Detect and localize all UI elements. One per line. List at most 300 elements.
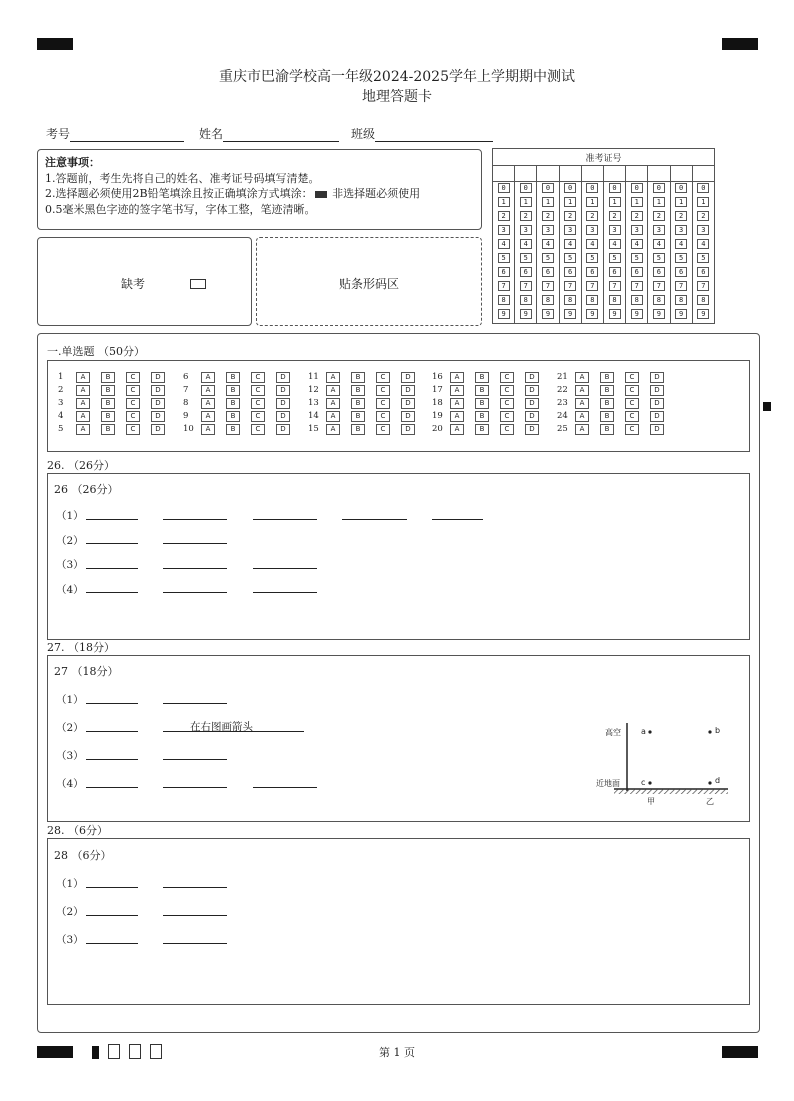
mcq-number: 3 [58,398,64,408]
ticket-digit-bubble[interactable]: 9 [564,309,576,319]
mcq-number: 19 [432,411,443,421]
mcq-option-bubble[interactable]: A [76,372,90,383]
page-number: 第 1 页 [379,1046,415,1059]
mcq-option-bubble[interactable]: C [251,424,265,435]
ticket-digit-bubble[interactable]: 6 [697,267,709,277]
mcq-option-bubble[interactable]: B [226,411,240,422]
mcq-option-bubble[interactable]: A [201,372,215,383]
mcq-option-bubble[interactable]: A [201,424,215,435]
mcq-option-bubble[interactable]: D [276,372,290,383]
ticket-digit-bubble[interactable]: 6 [609,267,621,277]
q26-2-blank-1[interactable] [86,543,138,544]
mcq-number: 8 [183,398,189,408]
ticket-digit-bubble[interactable]: 2 [697,211,709,221]
ticket-digit-bubble[interactable]: 6 [564,267,576,277]
q26-4-blank-1[interactable] [86,592,138,593]
q27-3-blank-2[interactable] [163,759,227,760]
q28-3-blank-2[interactable] [163,943,227,944]
mcq-option-bubble[interactable]: C [376,372,390,383]
diagram-label-jia: 甲 [647,797,655,806]
mcq-option-bubble[interactable]: B [600,398,614,409]
mcq-option-bubble[interactable]: B [475,411,489,422]
ticket-digit-bubble[interactable]: 4 [631,239,643,249]
ticket-digit-bubble[interactable]: 9 [631,309,643,319]
mcq-option-bubble[interactable]: B [101,372,115,383]
mcq-option-bubble[interactable]: D [525,411,539,422]
mcq-option-bubble[interactable]: A [575,424,589,435]
ticket-digit-bubble[interactable]: 4 [520,239,532,249]
ticket-digit-bubble[interactable]: 8 [498,295,510,305]
mcq-option-bubble[interactable]: C [376,398,390,409]
q27-row-4: （4） [56,778,84,790]
mcq-option-bubble[interactable]: D [276,385,290,396]
ticket-digit-bubble[interactable]: 0 [609,183,621,193]
mcq-option-bubble[interactable]: C [625,424,639,435]
mcq-option-bubble[interactable]: D [401,411,415,422]
mcq-option-bubble[interactable]: D [276,411,290,422]
mcq-number: 7 [183,385,189,395]
mcq-option-bubble[interactable]: B [101,411,115,422]
mcq-number: 11 [308,372,319,382]
mcq-option-bubble[interactable]: D [151,398,165,409]
mcq-option-bubble[interactable]: D [525,398,539,409]
ticket-digit-bubble[interactable]: 3 [586,225,598,235]
section1-label: 一.单选题 （50分） [47,345,145,358]
ticket-digit-bubble[interactable]: 8 [609,295,621,305]
q27-3-blank-1[interactable] [86,759,138,760]
ticket-digit-bubble[interactable]: 5 [609,253,621,263]
mcq-option-bubble[interactable]: A [450,424,464,435]
ticket-digit-bubble[interactable]: 2 [586,211,598,221]
diagram-label-high: 高空 [605,728,621,737]
ticket-digit-column [692,182,714,324]
ticket-digit-column [626,182,648,324]
ticket-digit-bubble[interactable]: 1 [498,197,510,207]
q26-row-4: （4） [56,584,84,596]
ticket-digit-bubble[interactable]: 5 [697,253,709,263]
ticket-digit-bubble[interactable]: 3 [653,225,665,235]
mcq-question [308,411,426,423]
ticket-digit-bubble[interactable]: 9 [520,309,532,319]
mcq-option-bubble[interactable]: B [600,372,614,383]
mcq-option-bubble[interactable]: C [625,411,639,422]
mcq-question [432,385,550,397]
mcq-option-bubble[interactable]: A [76,411,90,422]
ticket-digit-bubble[interactable]: 4 [609,239,621,249]
ticket-digit-bubble[interactable]: 2 [498,211,510,221]
q26-3-blank-2[interactable] [163,568,227,569]
ticket-digit-bubble[interactable]: 7 [609,281,621,291]
mcq-option-bubble[interactable]: A [201,411,215,422]
ticket-digit-bubble[interactable]: 3 [498,225,510,235]
ticket-digit-bubble[interactable]: 1 [564,197,576,207]
mcq-option-bubble[interactable]: A [450,411,464,422]
ticket-digit-bubble[interactable]: 5 [542,253,554,263]
ticket-digit-bubble[interactable]: 4 [542,239,554,249]
mcq-option-bubble[interactable]: C [251,385,265,396]
mcq-option-bubble[interactable]: A [326,424,340,435]
ticket-digit-bubble[interactable]: 5 [653,253,665,263]
q27-2-blank-1[interactable] [86,731,138,732]
ticket-digit-bubble[interactable]: 4 [564,239,576,249]
registration-mark-top-left [37,38,73,50]
q28-box [47,838,750,1005]
ticket-write-cell[interactable] [692,166,714,182]
mcq-option-bubble[interactable]: D [525,385,539,396]
ticket-digit-bubble[interactable]: 1 [653,197,665,207]
q26-1-blank-4[interactable] [342,519,407,520]
mcq-option-bubble[interactable]: A [450,372,464,383]
mcq-option-bubble[interactable]: C [251,411,265,422]
ticket-digit-bubble[interactable]: 9 [542,309,554,319]
ticket-digit-bubble[interactable]: 7 [542,281,554,291]
mcq-option-bubble[interactable]: C [500,398,514,409]
ticket-digit-bubble[interactable]: 8 [520,295,532,305]
mcq-option-bubble[interactable]: B [101,385,115,396]
class-field[interactable] [351,125,493,142]
ticket-digit-bubble[interactable]: 3 [542,225,554,235]
ticket-digit-bubble[interactable]: 7 [498,281,510,291]
q26-4-blank-2[interactable] [163,592,227,593]
q26-1-blank-2[interactable] [163,519,227,520]
ticket-digit-bubble[interactable]: 3 [675,225,687,235]
ticket-write-cell[interactable] [648,166,670,182]
mcq-number: 15 [308,424,319,434]
mcq-option-bubble[interactable]: C [376,424,390,435]
ticket-digit-bubble[interactable]: 0 [653,183,665,193]
mcq-option-bubble[interactable]: B [600,385,614,396]
ticket-digit-bubble[interactable]: 4 [697,239,709,249]
mcq-option-bubble[interactable]: B [351,372,365,383]
ticket-digit-bubble[interactable]: 1 [609,197,621,207]
ticket-label: 准考证号 [493,149,715,166]
mcq-option-bubble[interactable]: D [401,372,415,383]
mcq-option-bubble[interactable]: C [500,385,514,396]
ticket-digit-bubble[interactable]: 7 [564,281,576,291]
mcq-number: 24 [557,411,568,421]
mcq-option-bubble[interactable]: C [500,411,514,422]
ticket-digit-bubble[interactable]: 0 [520,183,532,193]
ticket-digit-bubble[interactable]: 3 [631,225,643,235]
ticket-digit-bubble[interactable]: 2 [564,211,576,221]
q26-1-blank-1[interactable] [86,519,138,520]
ticket-digit-bubble[interactable]: 7 [631,281,643,291]
ticket-digit-bubble[interactable]: 4 [653,239,665,249]
ticket-digit-bubble[interactable]: 9 [498,309,510,319]
q27-row-1: （1） [56,694,84,706]
mcq-option-bubble[interactable]: D [525,424,539,435]
mcq-option-bubble[interactable]: A [326,411,340,422]
mcq-option-bubble[interactable]: B [475,398,489,409]
mcq-question [557,385,675,397]
q28-3-blank-1[interactable] [86,943,138,944]
mcq-option-bubble[interactable]: C [500,372,514,383]
ticket-digit-bubble[interactable]: 2 [520,211,532,221]
mcq-option-bubble[interactable]: B [475,372,489,383]
mcq-number: 5 [58,424,64,434]
ticket-digit-bubble[interactable]: 7 [520,281,532,291]
ticket-digit-bubble[interactable]: 0 [498,183,510,193]
ticket-digit-bubble[interactable]: 8 [697,295,709,305]
exam-number-label: 考号 [46,127,71,141]
mcq-option-bubble[interactable]: A [575,411,589,422]
ticket-digit-bubble[interactable]: 5 [675,253,687,263]
ticket-digit-bubble[interactable]: 2 [609,211,621,221]
mcq-option-bubble[interactable]: C [625,372,639,383]
mcq-option-bubble[interactable]: D [151,424,165,435]
q26-3-blank-1[interactable] [86,568,138,569]
q27-1-blank-2[interactable] [163,703,227,704]
mcq-option-bubble[interactable]: C [625,398,639,409]
diagram-point-d [708,781,711,784]
q28-row-1: （1） [56,878,84,890]
ticket-digit-bubble[interactable]: 1 [697,197,709,207]
ticket-write-cell[interactable] [670,166,692,182]
ticket-digit-bubble[interactable]: 3 [609,225,621,235]
q27-inner-label: 27 （18分） [54,665,119,678]
ticket-write-cell[interactable] [537,166,559,182]
registration-mark-side [763,402,771,411]
ticket-digit-column [493,182,515,324]
mcq-option-bubble[interactable]: D [151,411,165,422]
notes-box [37,149,482,230]
ticket-write-cell[interactable] [626,166,648,182]
ticket-digit-bubble[interactable]: 7 [586,281,598,291]
mcq-question [58,385,176,397]
ticket-digit-bubble[interactable]: 4 [675,239,687,249]
mcq-option-bubble[interactable]: C [126,398,140,409]
q26-2-blank-2[interactable] [163,543,227,544]
ticket-digit-bubble[interactable]: 1 [631,197,643,207]
mcq-option-bubble[interactable]: C [126,372,140,383]
mcq-question [183,372,301,384]
registration-mark-top-right [722,38,758,50]
mcq-option-bubble[interactable]: B [351,411,365,422]
mcq-option-bubble[interactable]: A [450,398,464,409]
mcq-option-bubble[interactable]: D [650,385,664,396]
mcq-option-bubble[interactable]: A [76,398,90,409]
ticket-digit-bubble[interactable]: 5 [498,253,510,263]
ticket-digit-bubble[interactable]: 1 [520,197,532,207]
mcq-option-bubble[interactable]: A [201,398,215,409]
q27-outer-label: 27. （18分） [47,641,115,654]
diagram-label-d: d [715,776,721,785]
mcq-number: 20 [432,424,443,434]
ticket-digit-column [648,182,670,324]
mcq-option-bubble[interactable]: A [450,385,464,396]
mcq-option-bubble[interactable]: B [600,411,614,422]
mcq-number: 17 [432,385,443,395]
diagram-label-a: a [641,727,646,736]
ticket-digit-bubble[interactable]: 0 [586,183,598,193]
ticket-digit-bubble[interactable]: 9 [653,309,665,319]
ticket-digit-bubble[interactable]: 6 [653,267,665,277]
mcq-option-bubble[interactable]: A [326,372,340,383]
ticket-digit-bubble[interactable]: 8 [542,295,554,305]
mcq-option-bubble[interactable]: C [376,385,390,396]
ticket-digit-bubble[interactable]: 2 [653,211,665,221]
ticket-digit-bubble[interactable]: 6 [631,267,643,277]
mcq-option-bubble[interactable]: D [401,385,415,396]
mcq-option-bubble[interactable]: C [376,411,390,422]
q28-1-blank-1[interactable] [86,887,138,888]
q27-4-blank-2[interactable] [163,787,227,788]
mcq-option-bubble[interactable]: D [276,398,290,409]
ticket-digit-bubble[interactable]: 1 [542,197,554,207]
mcq-number: 4 [58,411,64,421]
q26-box [47,473,750,640]
absent-checkbox[interactable] [190,279,206,289]
mcq-option-bubble[interactable]: D [650,372,664,383]
ticket-digit-bubble[interactable]: 0 [675,183,687,193]
mcq-option-bubble[interactable]: A [76,385,90,396]
ticket-digit-bubble[interactable]: 6 [675,267,687,277]
ticket-digit-bubble[interactable]: 9 [586,309,598,319]
ticket-write-cell[interactable] [515,166,537,182]
diagram-label-low: 近地面 [596,779,620,788]
q27-4-blank-1[interactable] [86,787,138,788]
mcq-option-bubble[interactable]: B [226,398,240,409]
mcq-option-bubble[interactable]: B [475,385,489,396]
q28-2-blank-2[interactable] [163,915,227,916]
ticket-digit-bubble[interactable]: 3 [564,225,576,235]
mcq-option-bubble[interactable]: B [101,398,115,409]
ticket-digit-bubble[interactable]: 8 [564,295,576,305]
exam-number-field[interactable] [46,125,184,142]
mcq-option-bubble[interactable]: A [575,398,589,409]
mcq-question [58,398,176,410]
mcq-option-bubble[interactable]: D [401,424,415,435]
mcq-option-bubble[interactable]: B [475,424,489,435]
mcq-option-bubble[interactable]: A [575,372,589,383]
mcq-option-bubble[interactable]: A [201,385,215,396]
mcq-question [183,398,301,410]
ticket-digit-bubble[interactable]: 1 [586,197,598,207]
mcq-option-bubble[interactable]: A [326,385,340,396]
mcq-option-bubble[interactable]: C [126,424,140,435]
mcq-number: 12 [308,385,319,395]
ticket-digit-bubble[interactable]: 6 [520,267,532,277]
mcq-question [432,372,550,384]
mcq-option-bubble[interactable]: B [600,424,614,435]
q26-row-1: （1） [56,510,84,522]
q26-1-blank-3[interactable] [253,519,317,520]
mcq-option-bubble[interactable]: B [351,424,365,435]
mcq-option-bubble[interactable]: D [650,398,664,409]
q28-inner-label: 28 （6分） [54,849,112,862]
ticket-write-cell[interactable] [493,166,515,182]
mcq-option-bubble[interactable]: B [351,385,365,396]
ticket-digit-bubble[interactable]: 5 [564,253,576,263]
name-field[interactable] [199,125,339,142]
ticket-digit-bubble[interactable]: 3 [520,225,532,235]
ticket-write-cell[interactable] [559,166,581,182]
mcq-option-bubble[interactable]: B [226,424,240,435]
q28-1-blank-2[interactable] [163,887,227,888]
ticket-digit-bubble[interactable]: 0 [542,183,554,193]
ticket-digit-bubble[interactable]: 8 [675,295,687,305]
mcq-question [308,372,426,384]
mcq-number: 10 [183,424,194,434]
mcq-option-bubble[interactable]: B [226,372,240,383]
ticket-digit-bubble[interactable]: 4 [586,239,598,249]
q26-3-blank-3[interactable] [253,568,317,569]
ticket-digit-bubble[interactable]: 3 [697,225,709,235]
q27-4-blank-3[interactable] [253,787,317,788]
ticket-digit-bubble[interactable]: 0 [631,183,643,193]
ticket-digit-bubble[interactable]: 8 [631,295,643,305]
ticket-digit-bubble[interactable]: 1 [675,197,687,207]
mcq-option-bubble[interactable]: C [126,411,140,422]
mcq-option-bubble[interactable]: D [650,424,664,435]
ticket-digit-bubble[interactable]: 6 [542,267,554,277]
q28-row-2: （2） [56,906,84,918]
mcq-option-bubble[interactable]: D [276,424,290,435]
ticket-digit-bubble[interactable]: 9 [609,309,621,319]
mcq-option-bubble[interactable]: C [126,385,140,396]
ticket-digit-bubble[interactable]: 9 [697,309,709,319]
mcq-option-bubble[interactable]: C [625,385,639,396]
ticket-digit-bubble[interactable]: 8 [586,295,598,305]
mcq-option-bubble[interactable]: C [251,398,265,409]
filled-mark-sample-icon [315,191,327,198]
q27-1-blank-1[interactable] [86,703,138,704]
mcq-option-bubble[interactable]: D [151,372,165,383]
ticket-digit-column [559,182,581,324]
mcq-number: 21 [557,372,568,382]
diagram-label-b: b [715,726,721,735]
ticket-digit-bubble[interactable]: 6 [586,267,598,277]
q26-4-blank-3[interactable] [253,592,317,593]
mcq-option-bubble[interactable]: B [351,398,365,409]
class-label: 班级 [351,127,376,141]
ticket-digit-bubble[interactable]: 9 [675,309,687,319]
mcq-number: 1 [58,372,64,382]
mcq-option-bubble[interactable]: D [151,385,165,396]
mcq-option-bubble[interactable]: D [401,398,415,409]
ticket-digit-bubble[interactable]: 5 [586,253,598,263]
mcq-option-bubble[interactable]: A [575,385,589,396]
ticket-digit-bubble[interactable]: 0 [697,183,709,193]
ticket-digit-bubble[interactable]: 0 [564,183,576,193]
ticket-digit-bubble[interactable]: 5 [520,253,532,263]
mcq-option-bubble[interactable]: D [650,411,664,422]
ticket-digit-bubble[interactable]: 4 [498,239,510,249]
ticket-write-cell[interactable] [603,166,625,182]
ticket-digit-bubble[interactable]: 2 [542,211,554,221]
ticket-digit-bubble[interactable]: 7 [653,281,665,291]
ticket-digit-bubble[interactable]: 2 [631,211,643,221]
mcq-option-bubble[interactable]: C [500,424,514,435]
ticket-digit-bubble[interactable]: 7 [697,281,709,291]
mcq-option-bubble[interactable]: B [226,385,240,396]
ticket-digit-bubble[interactable]: 6 [498,267,510,277]
mcq-option-bubble[interactable]: B [101,424,115,435]
ticket-digit-bubble[interactable]: 2 [675,211,687,221]
q26-1-blank-5[interactable] [432,519,483,520]
ticket-write-cell[interactable] [581,166,603,182]
q28-2-blank-1[interactable] [86,915,138,916]
q26-row-2: （2） [56,535,84,547]
mcq-option-bubble[interactable]: C [251,372,265,383]
ticket-digit-bubble[interactable]: 5 [631,253,643,263]
ticket-digit-bubble[interactable]: 8 [653,295,665,305]
mcq-option-bubble[interactable]: D [525,372,539,383]
diagram-label-c: c [641,778,646,787]
ticket-digit-bubble[interactable]: 7 [675,281,687,291]
mcq-option-bubble[interactable]: A [76,424,90,435]
mcq-option-bubble[interactable]: A [326,398,340,409]
